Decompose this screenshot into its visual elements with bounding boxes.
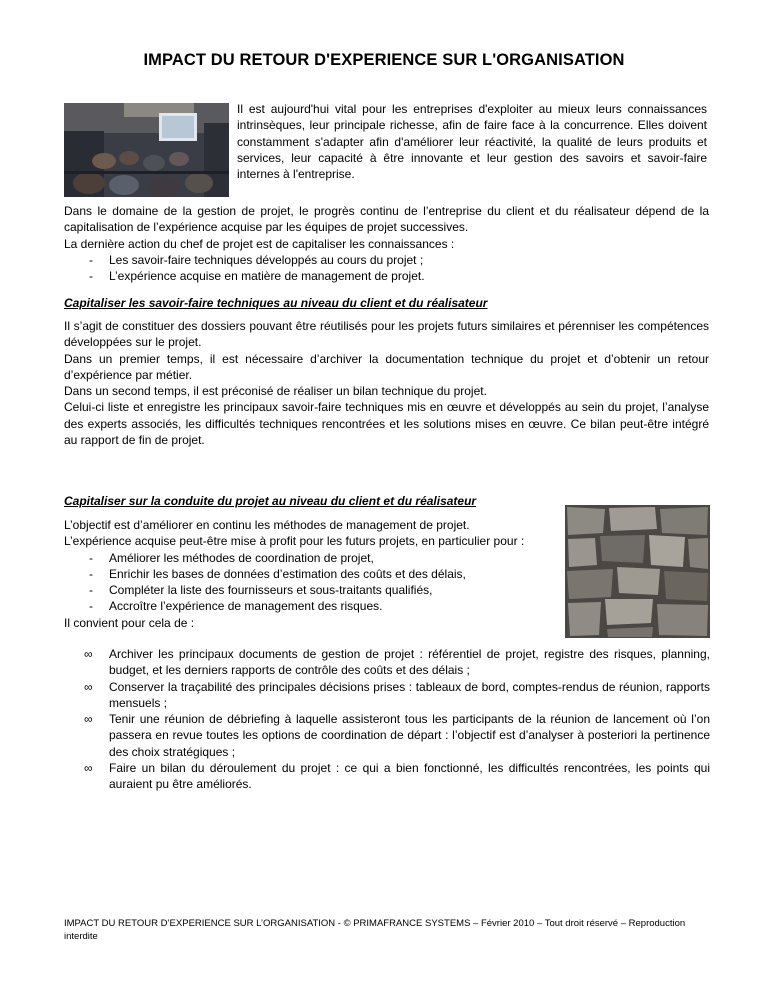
dash-marker: - (89, 252, 93, 267)
list-item: ∞ Archiver les principaux documents de gestion de projet : référentiel de projet, registre des risques, planning, budget, et les derniers rapports de contrôle des coûts et des délais ; (84, 647, 710, 678)
infinity-bullet-icon: ∞ (84, 712, 93, 727)
bullet-list (64, 646, 710, 793)
list-item: - L’expérience acquise en matière de management de projet. (89, 269, 425, 284)
section-heading: Capitaliser sur la conduite du projet au niveau du client et du réalisateur (64, 494, 477, 508)
section2-body (64, 517, 554, 631)
paragraph: Dans le domaine de la gestion de projet, le progrès continu de l’entreprise du client et du réalisateur dépend de la capitalisation de l’expérience acquise par les équipes de projet successives. (64, 204, 709, 235)
paragraph: L’expérience acquise peut-être mise à profit pour les futurs projets, en particulier pour : (64, 534, 525, 549)
dash-marker: - (89, 269, 93, 284)
paragraph: Dans un premier temps, il est nécessaire d’archiver la documentation technique du projet et d’obtenir un retour d’expérience par métier. (64, 351, 709, 382)
paragraph: L’objectif est d’améliorer en continu les méthodes de management de projet. (64, 518, 470, 532)
paragraph: Dans un second temps, il est préconisé de réaliser un bilan technique du projet. (64, 384, 487, 399)
paragraph: Celui-ci liste et enregistre les principaux savoir-faire techniques mis en œuvre et développés au sein du projet, l’analyse des experts associés, les difficultés techniques rencontrées et les solutions mises en œuvre. Ce bilan peut-être intégré au rapport de fin de projet. (64, 400, 709, 448)
page-title: IMPACT DU RETOUR D'EXPERIENCE SUR L'ORGANISATION (143, 51, 625, 69)
list-item: - Enrichir les bases de données d’estimation des coûts et des délais, (89, 566, 466, 581)
intro-paragraph: Il est aujourd'hui vital pour les entreprises d'exploiter au mieux leurs connaissances intrinsèques, leur principale richesse, afin de faire face à la concurrence. Elles doivent constamment s'adapter afin d'améliorer leur réactivité, la qualité de leurs produits et services, leur capacité à être innovante et leur gestion des savoirs et savoir-faire internes à l'entreprise. (237, 102, 707, 182)
dash-marker: - (89, 583, 93, 598)
infinity-bullet-icon: ∞ (84, 761, 93, 776)
list-item: ∞ Tenir une réunion de débriefing à laquelle assisteront tous les participants de la réunion de lancement où l’on passera en revue toutes les options de coordination de départ : l’objectif est d’analyser à posteriori la pertinence des choix stratégiques ; (84, 712, 710, 759)
list-item: - Accroître l’expérience de management des risques. (89, 599, 383, 614)
list-item: - Améliorer les méthodes de coordination de projet, (89, 550, 374, 565)
section-heading: Capitaliser les savoir-faire techniques au niveau du client et du réalisateur (64, 296, 488, 310)
stone-wall-photo (565, 505, 710, 638)
paragraph: Il convient pour cela de : (64, 615, 195, 630)
infinity-bullet-icon: ∞ (84, 679, 93, 694)
section1-body (64, 318, 709, 448)
page-footer: IMPACT DU RETOUR D’EXPERIENCE SUR L’ORGANISATION - © PRIMAFRANCE SYSTEMS – Février 2010 – Tout droit réservé – Reproduction interdite (64, 918, 686, 942)
list-item: ∞ Faire un bilan du déroulement du projet : ce qui a bien fonctionné, les difficultés rencontrées, les points qui auraient pu être améliorés. (84, 761, 710, 792)
intro-section (64, 203, 709, 284)
list-item: - Les savoir-faire techniques développés au cours du projet ; (89, 252, 424, 267)
dash-marker: - (89, 599, 93, 614)
dash-marker: - (89, 550, 93, 565)
list-item: ∞ Conserver la traçabilité des principales décisions prises : tableaux de bord, comptes-rendus de réunion, rapports mensuels ; (84, 679, 710, 710)
paragraph: Il s’agit de constituer des dossiers pouvant être réutilisés pour les projets futurs similaires et pérenniser les compétences développées sur le projet. (64, 319, 709, 350)
conference-room-photo (64, 103, 229, 197)
infinity-bullet-icon: ∞ (84, 647, 93, 661)
list-item: - Compléter la liste des fournisseurs et sous-traitants qualifiés, (89, 583, 433, 598)
dash-list (64, 252, 709, 285)
dash-marker: - (89, 566, 93, 581)
paragraph: La dernière action du chef de projet est de capitaliser les connaissances : (64, 236, 455, 251)
